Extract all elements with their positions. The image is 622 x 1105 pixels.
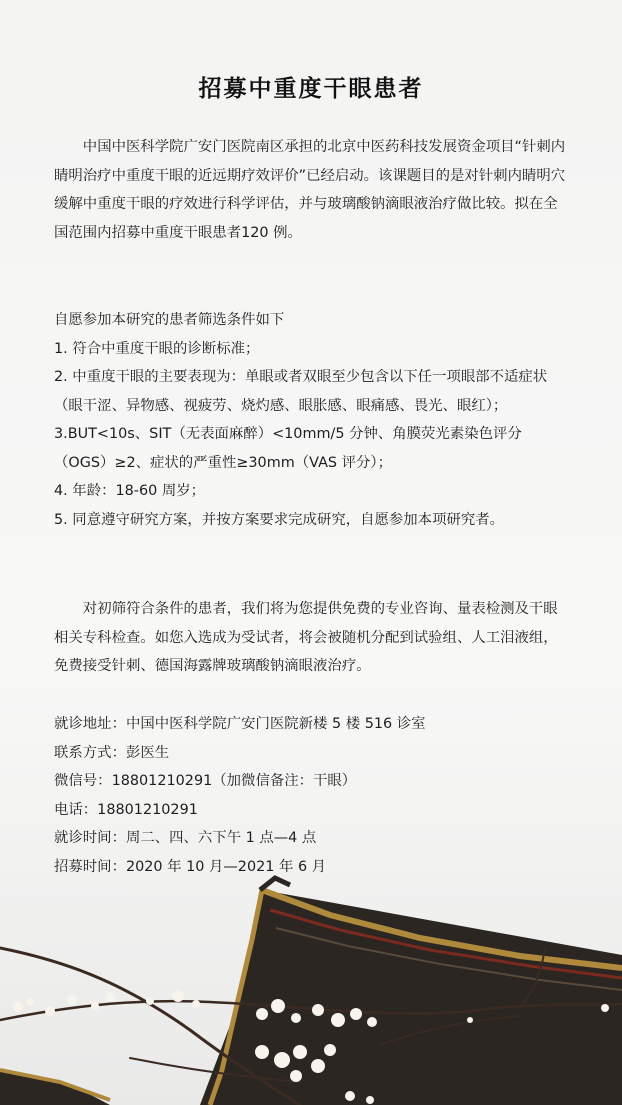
contact-wechat: 微信号：18801210291（加微信备注：干眼） [54, 773, 357, 789]
criteria-heading: 自愿参加本研究的患者筛选条件如下 [54, 312, 285, 328]
contact-person: 联系方式：彭医生 [54, 744, 170, 761]
page-title: 招募中重度干眼患者 [198, 76, 424, 102]
contact-address: 就诊地址：中国中医科学院广安门医院新楼 5 楼 516 诊室 [54, 716, 426, 732]
criteria-item: 1. 符合中重度干眼的诊断标准； [54, 340, 260, 357]
offer-paragraph [54, 595, 570, 681]
contact-hours: 就诊时间：周二、四、六下午 1 点—4 点 [54, 830, 317, 846]
temple-roof-blossom-illustration [0, 870, 622, 1105]
temple-roof-image [0, 878, 622, 1105]
criteria-item: 2. 中重度干眼的主要表现为：单眼或者双眼至少包含以下任一项眼部不适症状（眼干涩、异物感、视疲劳、烧灼感、眼胀感、眼痛感、畏光、眼红）； [54, 369, 548, 414]
contact-period: 招募时间：2020 年 10 月—2021 年 6 月 [54, 858, 327, 875]
offer-text: 对初筛符合条件的患者，我们将为您提供免费的专业咨询、量表检测及干眼相关专科检查。如您入选成为受试者，将会被随机分配到试验组、人工泪液组，免费接受针刺、德国海露牌玻璃酸钠滴眼液治疗。 [54, 601, 558, 674]
criteria-item: 4. 年龄：18-60 周岁； [54, 483, 206, 499]
criteria-section [54, 306, 570, 534]
intro-text: 中国中医科学院广安门医院南区承担的北京中医药科技发展资金项目“针刺内睛明治疗中重度干眼的近远期疗效评价”已经启动。该课题目的是对针刺内睛明穴缓解中重度干眼的疗效进行科学评估，并与玻璃酸钠滴眼液治疗做比较。拟在全国范围内招募中重度干眼患者120 例。 [54, 139, 566, 241]
criteria-item: 3.BUT<10s、SIT（无表面麻醉）<10mm/5 分钟、角膜荧光素染色评分（OGS）≥2、症状的严重性≥30mm（VAS 评分）； [54, 426, 522, 471]
intro-paragraph [54, 133, 570, 247]
contact-section [54, 710, 570, 881]
criteria-item: 5. 同意遵守研究方案，并按方案要求完成研究，自愿参加本项研究者。 [54, 511, 505, 528]
contact-phone: 电话：18801210291 [54, 801, 198, 818]
